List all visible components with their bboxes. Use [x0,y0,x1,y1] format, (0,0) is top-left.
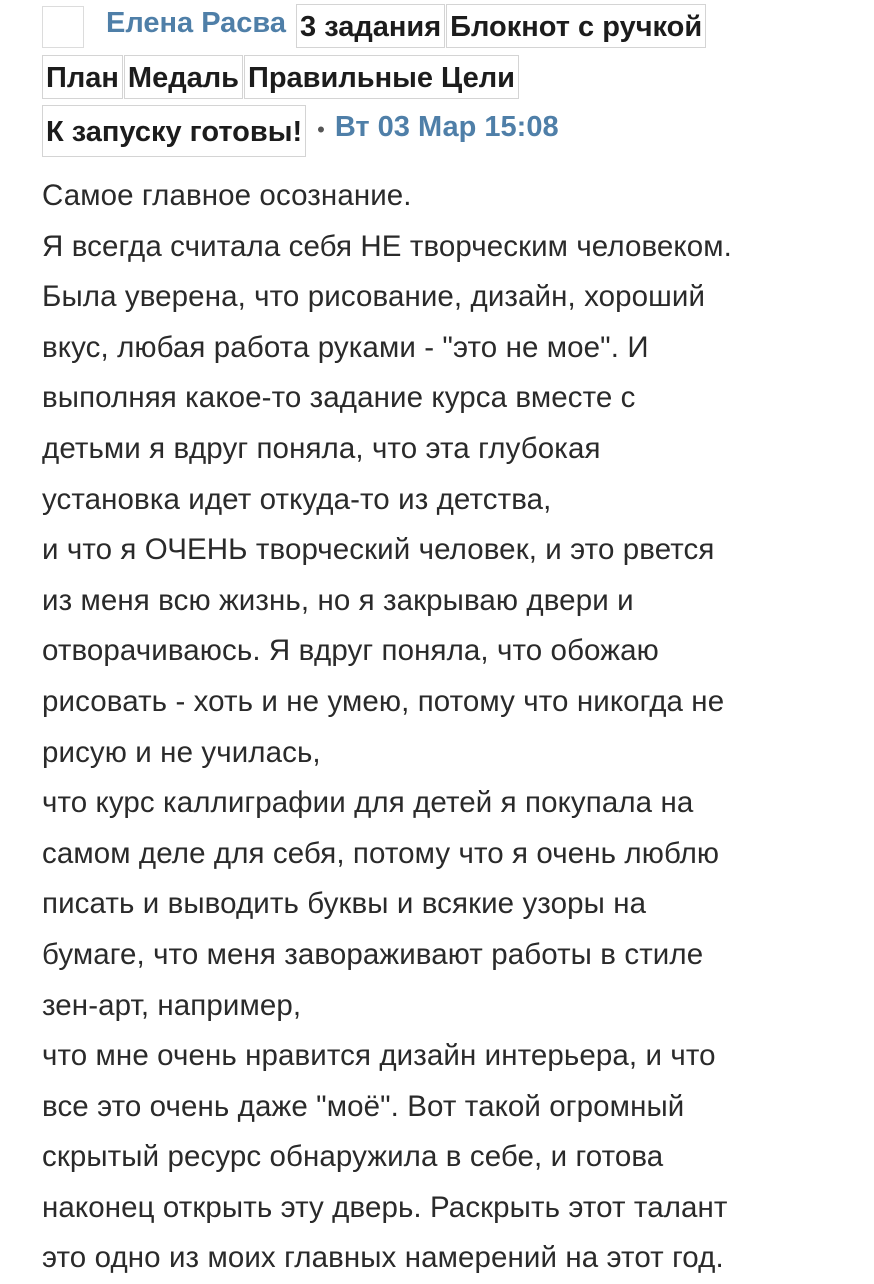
post [42,0,862,1284]
post-line: детьми я вдруг поняла, что эта глубокая [42,431,601,465]
post-line: отворачиваюсь. Я вдруг поняла, что обожаю [42,634,659,668]
post-line: зен-арт, например, [42,988,302,1022]
post-line: из меня всю жизнь, но я закрываю двери и [42,583,634,617]
badge-3-tasks[interactable]: 3 задания [296,4,445,48]
post-line: и что я ОЧЕНЬ творческий человек, и это рвется [42,533,715,567]
avatar[interactable] [42,6,84,48]
badges-date-row [42,103,862,157]
badge-ready-to-launch[interactable]: К запуску готовы! [42,105,306,157]
badges-row [42,51,862,101]
post-line: наконец открыть эту дверь. Раскрыть этот талант [42,1190,728,1224]
post-line: самом деле для себя, потому что я очень люблю [42,836,720,870]
badge-right-goals[interactable]: Правильные Цели [244,55,519,99]
post-line: писать и выводить буквы и всякие узоры на [42,887,647,921]
post-line: выполняя какое-то задание курса вместе с [42,381,636,415]
post-line: это одно из моих главных намерений на этот год. [42,1241,724,1275]
badge-medal[interactable]: Медаль [124,55,243,99]
post-line: вкус, любая работа руками - "это не мое". И [42,330,649,364]
separator-dot: • [317,117,325,142]
badge-notebook[interactable]: Блокнот с ручкой [446,4,706,48]
post-line: рисовать - хоть и не умею, потому что никогда не [42,684,725,718]
post-header [42,0,862,50]
post-line: скрытый ресурс обнаружила в себе, и готова [42,1140,664,1174]
post-line: бумаге, что меня завораживают работы в стиле [42,937,704,971]
post-line: что мне очень нравится дизайн интерьера, и что [42,1039,716,1073]
author-name[interactable]: Елена Расва [106,6,287,39]
post-body [42,171,842,1284]
post-line: Была уверена, что рисование, дизайн, хороший [42,280,706,314]
post-line: рисую и не училась, [42,735,321,769]
badge-plan[interactable]: План [42,55,123,99]
post-line: все это очень даже "моё". Вот такой огромный [42,1089,685,1123]
post-line: Я всегда считала себя НЕ творческим человеком. [42,229,732,263]
post-line: что курс каллиграфии для детей я покупала на [42,786,694,820]
post-line: Самое главное осознание. [42,179,412,212]
post-date[interactable]: Вт 03 Мар 15:08 [334,110,559,143]
post-line: установка идет откуда-то из детства, [42,482,552,516]
